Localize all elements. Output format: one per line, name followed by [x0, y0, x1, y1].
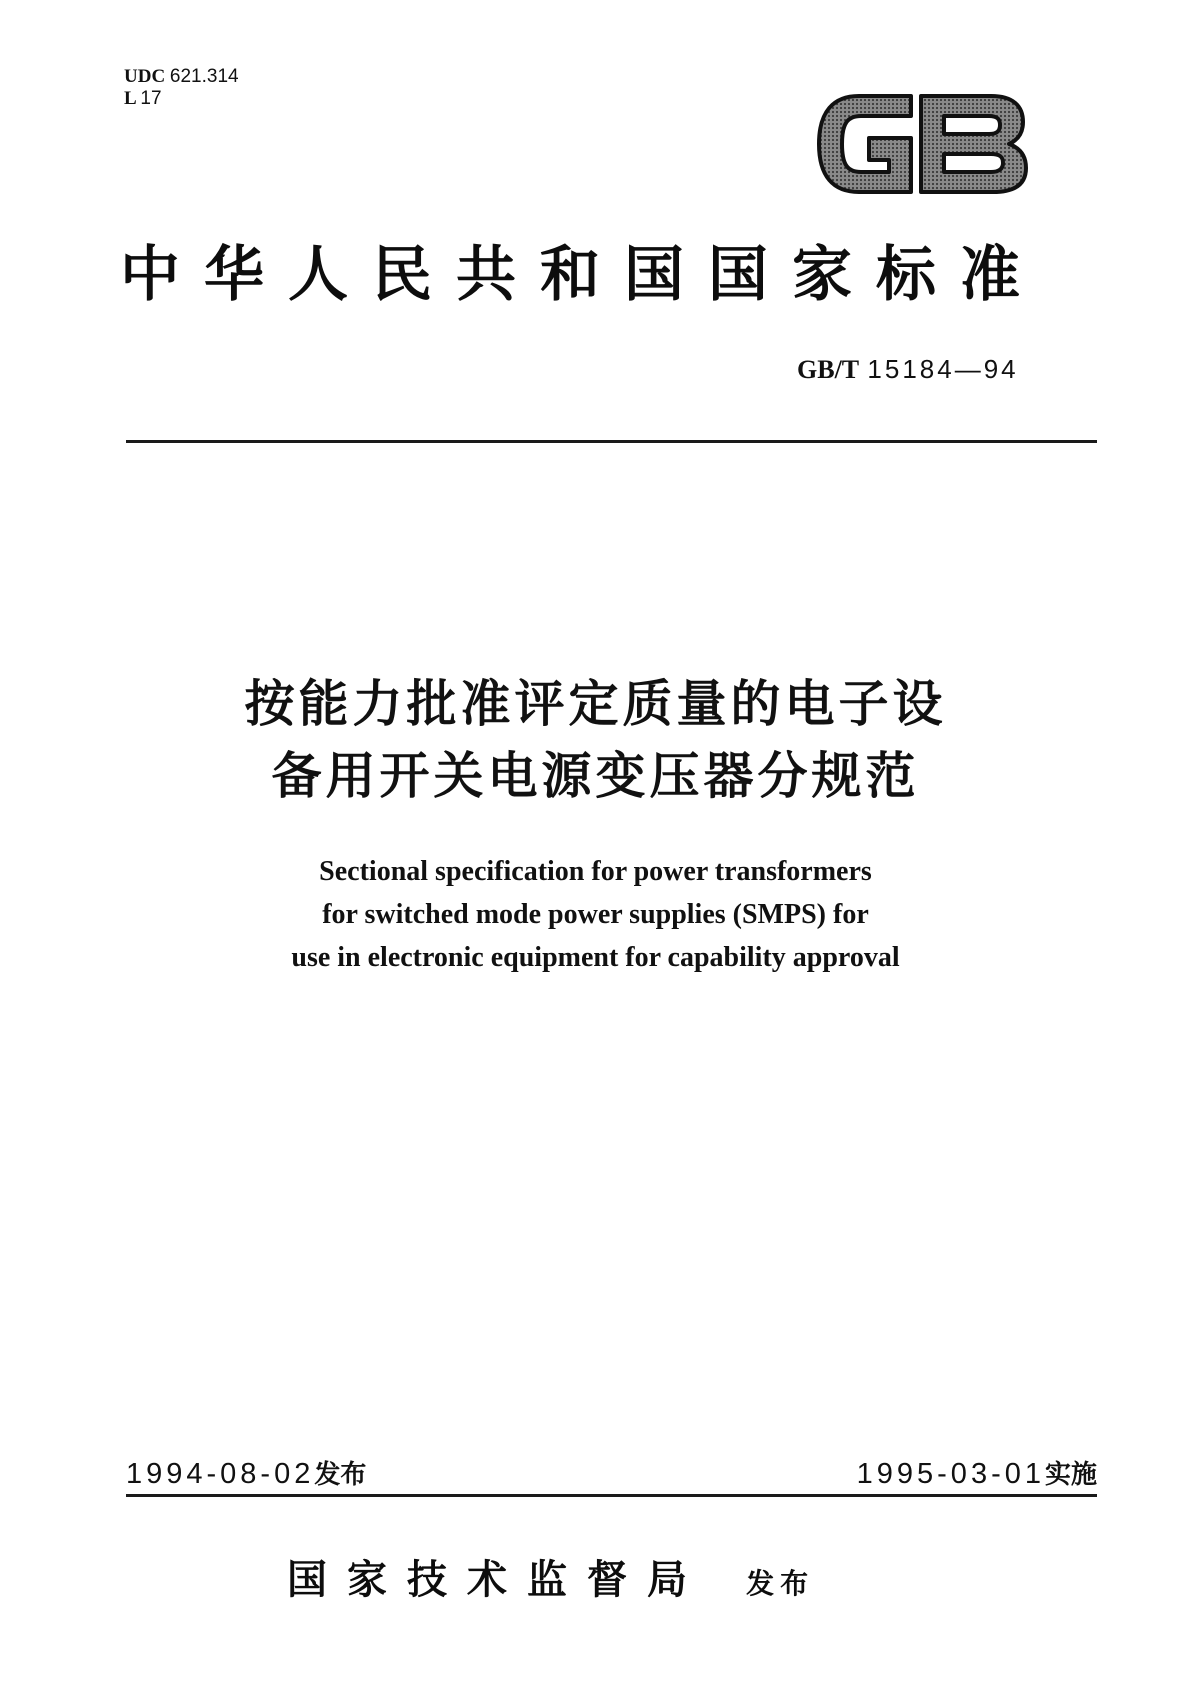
chinese-title-line-1: 按能力批准评定质量的电子设: [244, 675, 947, 733]
effective-date: [857, 1455, 1097, 1493]
issuing-authority: [287, 1548, 814, 1605]
issuing-verb: 发布: [746, 1567, 815, 1600]
class-line: [124, 88, 239, 110]
issue-date: [126, 1455, 366, 1493]
english-title-line-1: Sectional specification for power transformers: [319, 856, 872, 887]
issuing-organization: 国家技术监督局: [287, 1557, 707, 1603]
standard-code-prefix: GB/T: [797, 355, 860, 384]
english-title: [0, 850, 1191, 979]
standard-category-title: 中华人民共和国国家标准: [120, 240, 1044, 310]
class-number: 17: [140, 88, 162, 109]
english-title-line-2: for switched mode power supplies (SMPS) for: [322, 899, 869, 930]
issue-date-value: 1994-08-02: [126, 1458, 315, 1490]
classification-block: [124, 66, 239, 110]
effective-date-label: 实施: [1044, 1460, 1097, 1490]
top-divider: [126, 440, 1097, 443]
effective-date-value: 1995-03-01: [856, 1458, 1045, 1490]
standard-code: [797, 352, 1019, 387]
udc-label: UDC: [124, 66, 166, 87]
bottom-divider: [126, 1494, 1097, 1497]
english-title-line-3: use in electronic equipment for capability approval: [291, 942, 900, 973]
chinese-title-line-2: 备用开关电源变压器分规范: [271, 747, 920, 805]
chinese-title: [0, 668, 1191, 812]
issue-date-label: 发布: [314, 1460, 367, 1490]
standard-code-number: 15184—94: [867, 354, 1019, 384]
udc-number: 621.314: [169, 66, 239, 87]
class-label: L: [124, 88, 136, 109]
gb-logo-icon: [815, 90, 1030, 198]
udc-line: [124, 66, 239, 88]
